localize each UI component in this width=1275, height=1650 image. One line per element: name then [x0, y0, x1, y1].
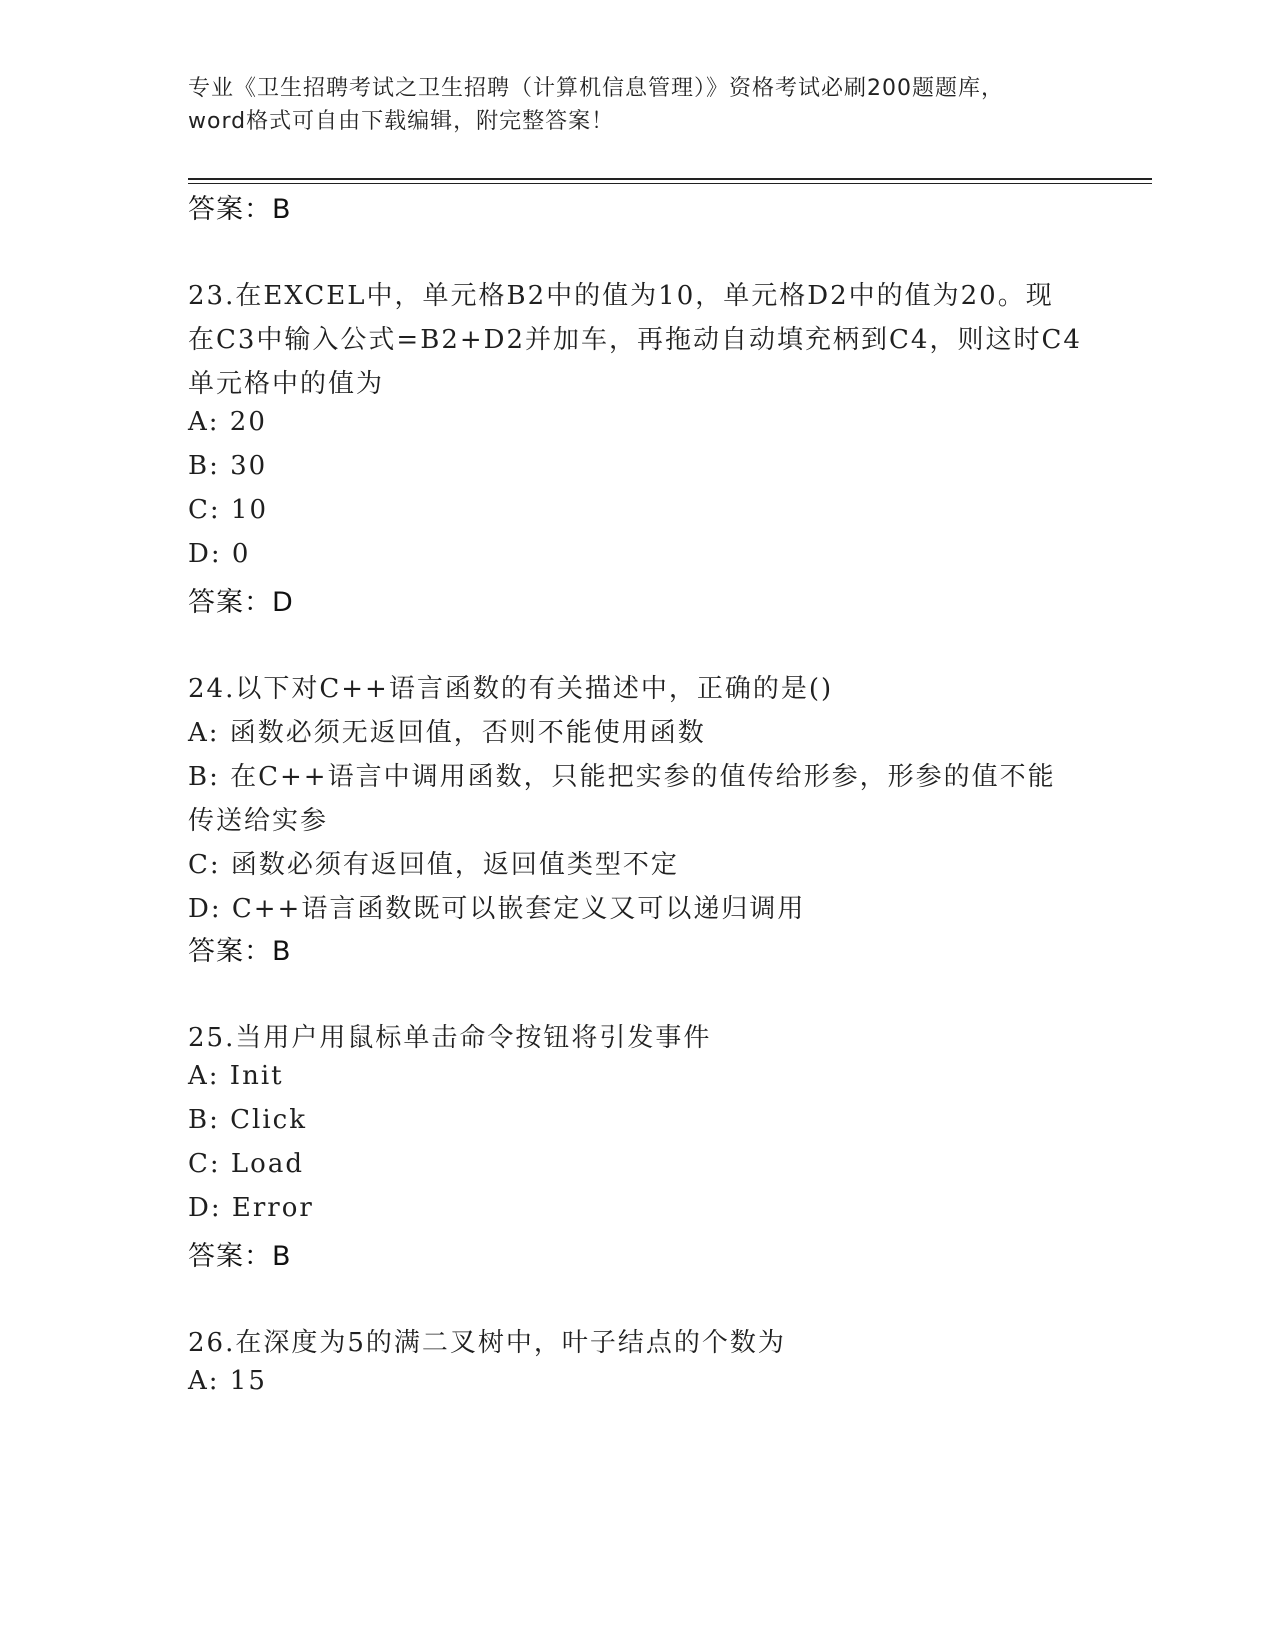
- header-divider-thick: [188, 178, 1152, 180]
- q24-option-b-line-1: B: 在C++语言中调用函数，只能把实参的值传给形参，形参的值不能: [188, 762, 1056, 792]
- q24-option-c: C: 函数必须有返回值，返回值类型不定: [188, 850, 679, 880]
- header-line-1: 专业《卫生招聘考试之卫生招聘（计算机信息管理）》资格考试必刷200题题库，: [188, 76, 1004, 101]
- q23-text-line-1: 23.在EXCEL中，单元格B2中的值为10，单元格D2中的值为20。现: [188, 281, 1054, 311]
- document-header: [188, 72, 1088, 138]
- q25-option-d: D: Error: [188, 1193, 314, 1223]
- q25-answer: 答案：B: [188, 1241, 292, 1272]
- q25-option-b: B: Click: [188, 1105, 307, 1135]
- q24-option-a: A: 函数必须无返回值，否则不能使用函数: [188, 718, 706, 748]
- q24-option-d: D: C++语言函数既可以嵌套定义又可以递归调用: [188, 894, 806, 924]
- q25-text-line-1: 25.当用户用鼠标单击命令按钮将引发事件: [188, 1023, 712, 1053]
- q24-text-line-1: 24.以下对C++语言函数的有关描述中，正确的是(): [188, 674, 834, 704]
- q23-option-b: B: 30: [188, 451, 268, 481]
- q23-text-line-3: 单元格中的值为: [188, 369, 385, 399]
- q23-option-c: C: 10: [188, 495, 269, 525]
- q23-text-line-2: 在C3中输入公式=B2+D2并加车，再拖动自动填充柄到C4，则这时C4: [188, 325, 1082, 355]
- answer-previous: 答案：B: [188, 194, 292, 225]
- q23-answer: 答案：D: [188, 587, 294, 618]
- header-divider-thin: [188, 183, 1152, 184]
- q23-option-a: A: 20: [188, 407, 267, 437]
- q26-option-a: A: 15: [188, 1366, 267, 1396]
- q25-option-a: A: Init: [188, 1061, 284, 1091]
- q23-option-d: D: 0: [188, 539, 251, 569]
- q26-text-line-1: 26.在深度为5的满二叉树中，叶子结点的个数为: [188, 1328, 786, 1358]
- q25-option-c: C: Load: [188, 1149, 304, 1179]
- header-line-2: word格式可自由下载编辑，附完整答案！: [188, 109, 615, 134]
- q24-answer: 答案：B: [188, 936, 292, 967]
- q24-option-b-line-2: 传送给实参: [188, 806, 329, 836]
